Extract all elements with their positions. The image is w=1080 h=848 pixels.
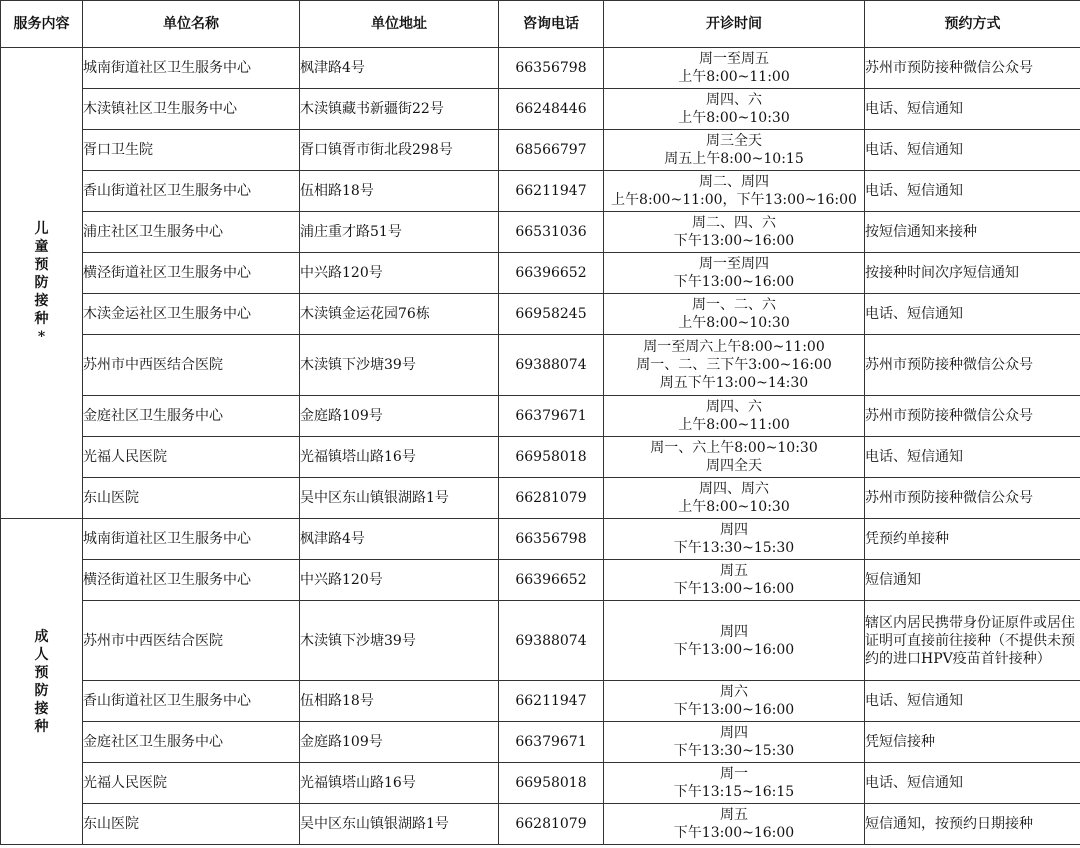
unit-address: 光福镇塔山路16号 (300, 437, 499, 478)
booking-method: 苏州市预防接种微信公众号 (865, 478, 1080, 519)
unit-name: 东山医院 (83, 478, 300, 519)
phone-number: 66356798 (499, 48, 604, 89)
hours-line: 周五下午13:00~14:30 (659, 375, 809, 391)
hours-line: 下午13:00~16:00 (673, 233, 795, 249)
table-row (1, 294, 1080, 335)
booking-method: 苏州市预防接种微信公众号 (865, 335, 1080, 396)
clinic-hours (604, 335, 865, 396)
phone-number: 66281079 (499, 478, 604, 519)
hours-line: 周一 (720, 766, 748, 782)
category-adult-vaccination (1, 519, 83, 845)
clinic-hours (604, 681, 865, 722)
hours-line: 周四 (720, 522, 748, 538)
unit-name: 金庭社区卫生服务中心 (83, 722, 300, 763)
unit-name: 金庭社区卫生服务中心 (83, 396, 300, 437)
header-unit: 单位名称 (83, 1, 300, 48)
unit-address: 木渎镇下沙塘39号 (300, 601, 499, 681)
phone-number: 66958018 (499, 763, 604, 804)
table-row (1, 722, 1080, 763)
table-row (1, 89, 1080, 130)
header-row (1, 1, 1080, 48)
phone-number: 66356798 (499, 519, 604, 560)
booking-method: 电话、短信通知 (865, 89, 1080, 130)
booking-method: 凭预约单接种 (865, 519, 1080, 560)
clinic-hours (604, 437, 865, 478)
category-child-vaccination (1, 48, 83, 519)
clinic-hours (604, 804, 865, 845)
unit-name: 木渎金运社区卫生服务中心 (83, 294, 300, 335)
booking-method: 电话、短信通知 (865, 437, 1080, 478)
phone-number: 66379671 (499, 722, 604, 763)
unit-address: 金庭路109号 (300, 396, 499, 437)
clinic-hours (604, 130, 865, 171)
header-method: 预约方式 (865, 1, 1080, 48)
clinic-hours (604, 48, 865, 89)
hours-line: 上午8:00~10:30 (678, 499, 790, 515)
table-row (1, 130, 1080, 171)
phone-number: 66958018 (499, 437, 604, 478)
phone-number: 66379671 (499, 396, 604, 437)
phone-number: 68566797 (499, 130, 604, 171)
booking-method: 电话、短信通知 (865, 294, 1080, 335)
phone-number: 69388074 (499, 601, 604, 681)
hours-line: 下午13:15~16:15 (673, 784, 795, 800)
unit-name: 苏州市中西医结合医院 (83, 335, 300, 396)
hours-line: 周二、四、六 (692, 215, 776, 231)
hours-line: 下午13:00~16:00 (673, 274, 795, 290)
hours-line: 下午13:00~16:00 (673, 702, 795, 718)
clinic-hours (604, 212, 865, 253)
hours-line: 周一至周四 (699, 256, 769, 272)
table-row (1, 763, 1080, 804)
hours-line: 上午8:00~11:00 (678, 417, 790, 433)
clinic-hours (604, 478, 865, 519)
hours-line: 上午8:00~10:30 (678, 315, 790, 331)
booking-method: 短信通知，按预约日期接种 (865, 804, 1080, 845)
booking-method: 按短信通知来接种 (865, 212, 1080, 253)
hours-line: 下午13:00~16:00 (673, 825, 795, 841)
booking-method: 电话、短信通知 (865, 171, 1080, 212)
hours-line: 周一至周六上午8:00~11:00 (643, 339, 825, 355)
table-row (1, 681, 1080, 722)
hours-line: 周四、六 (706, 399, 762, 415)
phone-number: 66958245 (499, 294, 604, 335)
unit-address: 伍相路18号 (300, 171, 499, 212)
header-category: 服务内容 (1, 1, 83, 48)
phone-number: 66396652 (499, 253, 604, 294)
hours-line: 下午13:00~16:00 (673, 641, 795, 658)
clinic-hours (604, 89, 865, 130)
phone-number: 66211947 (499, 171, 604, 212)
hours-line: 上午8:00~11:00 (678, 69, 790, 85)
unit-address: 中兴路120号 (300, 253, 499, 294)
hours-line: 周五 (720, 563, 748, 579)
booking-method: 短信通知 (865, 560, 1080, 601)
unit-name: 香山街道社区卫生服务中心 (83, 681, 300, 722)
table-row (1, 437, 1080, 478)
unit-address: 木渎镇藏书新疆街22号 (300, 89, 499, 130)
table-row (1, 478, 1080, 519)
phone-number: 66531036 (499, 212, 604, 253)
hours-line: 周三全天 (706, 133, 762, 149)
hours-line: 周四 (720, 623, 748, 640)
unit-address: 木渎镇金运花园76栋 (300, 294, 499, 335)
hours-line: 周一、六上午8:00~10:30 (650, 440, 818, 456)
booking-method: 按接种时间次序短信通知 (865, 253, 1080, 294)
clinic-hours (604, 560, 865, 601)
clinic-hours (604, 763, 865, 804)
booking-method: 电话、短信通知 (865, 763, 1080, 804)
header-address: 单位地址 (300, 1, 499, 48)
table-row (1, 804, 1080, 845)
header-phone: 咨询电话 (499, 1, 604, 48)
phone-number: 66211947 (499, 681, 604, 722)
phone-number: 66248446 (499, 89, 604, 130)
unit-name: 苏州市中西医结合医院 (83, 601, 300, 681)
category-adult-label: 成人预防接种 (34, 628, 49, 735)
hours-line: 周四、六 (706, 92, 762, 108)
hours-line: 周四、周六 (699, 481, 769, 497)
hours-line: 周一、二、三下午3:00~16:00 (636, 357, 832, 373)
hours-line: 上午8:00~11:00，下午13:00~16:00 (611, 192, 857, 208)
table-row (1, 560, 1080, 601)
unit-name: 城南街道社区卫生服务中心 (83, 48, 300, 89)
unit-name: 横泾街道社区卫生服务中心 (83, 560, 300, 601)
clinic-hours (604, 171, 865, 212)
table-row (1, 396, 1080, 437)
unit-name: 木渎镇社区卫生服务中心 (83, 89, 300, 130)
hours-line: 周五 (720, 807, 748, 823)
hours-line: 周一至周五 (699, 51, 769, 67)
booking-method: 电话、短信通知 (865, 130, 1080, 171)
clinic-hours (604, 722, 865, 763)
hours-line: 周二、周四 (699, 174, 769, 190)
hours-line: 上午8:00~10:30 (678, 110, 790, 126)
unit-address: 金庭路109号 (300, 722, 499, 763)
phone-number: 69388074 (499, 335, 604, 396)
unit-address: 伍相路18号 (300, 681, 499, 722)
unit-address: 枫津路4号 (300, 48, 499, 89)
unit-address: 木渎镇下沙塘39号 (300, 335, 499, 396)
header-hours: 开诊时间 (604, 1, 865, 48)
table-row (1, 253, 1080, 294)
booking-method: 电话、短信通知 (865, 681, 1080, 722)
category-child-label: 儿童预防接种* (34, 221, 49, 345)
unit-address: 吴中区东山镇银湖路1号 (300, 804, 499, 845)
table-row (1, 212, 1080, 253)
unit-address: 枫津路4号 (300, 519, 499, 560)
unit-name: 胥口卫生院 (83, 130, 300, 171)
table-row (1, 601, 1080, 681)
clinic-hours (604, 519, 865, 560)
unit-name: 横泾街道社区卫生服务中心 (83, 253, 300, 294)
unit-name: 光福人民医院 (83, 763, 300, 804)
hours-line: 周四全天 (706, 458, 762, 474)
hours-line: 下午13:00~16:00 (673, 581, 795, 597)
booking-method: 辖区内居民携带身份证原件或居住证明可直接前往接种（不提供未预约的进口HPV疫苗首针接种） (865, 601, 1080, 681)
unit-name: 香山街道社区卫生服务中心 (83, 171, 300, 212)
unit-name: 城南街道社区卫生服务中心 (83, 519, 300, 560)
unit-name: 浦庄社区卫生服务中心 (83, 212, 300, 253)
table-row (1, 48, 1080, 89)
booking-method: 苏州市预防接种微信公众号 (865, 48, 1080, 89)
unit-name: 东山医院 (83, 804, 300, 845)
table-row (1, 171, 1080, 212)
unit-name: 光福人民医院 (83, 437, 300, 478)
clinic-hours (604, 396, 865, 437)
unit-address: 浦庄重才路51号 (300, 212, 499, 253)
unit-address: 中兴路120号 (300, 560, 499, 601)
table-row (1, 519, 1080, 560)
hours-line: 周六 (720, 684, 748, 700)
clinic-hours (604, 294, 865, 335)
booking-method: 凭短信接种 (865, 722, 1080, 763)
table-row (1, 335, 1080, 396)
unit-address: 胥口镇胥市街北段298号 (300, 130, 499, 171)
hours-line: 周一、二、六 (692, 297, 776, 313)
booking-method: 苏州市预防接种微信公众号 (865, 396, 1080, 437)
hours-line: 下午13:30~15:30 (673, 540, 795, 556)
phone-number: 66396652 (499, 560, 604, 601)
clinic-hours (604, 253, 865, 294)
unit-address: 吴中区东山镇银湖路1号 (300, 478, 499, 519)
clinic-hours (604, 601, 865, 681)
hours-line: 周四 (720, 725, 748, 741)
hours-line: 下午13:30~15:30 (673, 743, 795, 759)
hours-line: 周五上午8:00~10:15 (664, 151, 804, 167)
phone-number: 66281079 (499, 804, 604, 845)
unit-address: 光福镇塔山路16号 (300, 763, 499, 804)
